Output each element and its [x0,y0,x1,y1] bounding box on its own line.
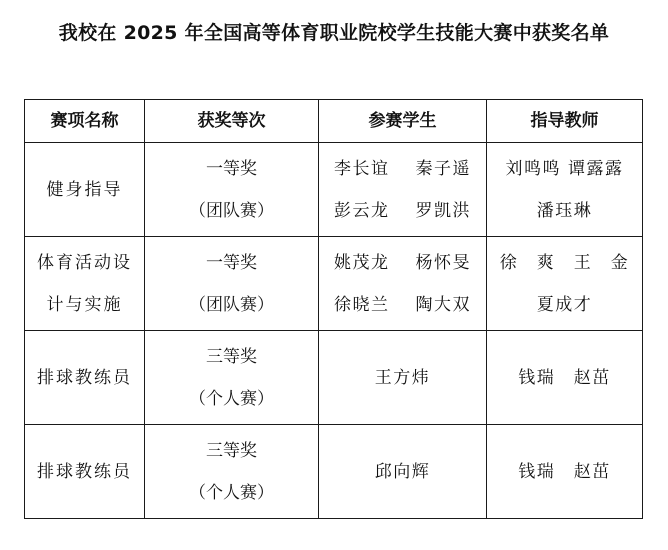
award-level: 三等奖 [206,346,257,367]
student-line [319,252,486,274]
award-table [24,99,643,519]
student-name: 秦子遥 [415,158,471,179]
event-name-cell [25,425,145,519]
header-students: 参赛学生 [319,100,487,143]
event-name: 排球教练员 [37,461,132,482]
students-cell [319,425,487,519]
header-award-level: 获奖等次 [145,100,319,143]
student-name: 徐晓兰 [334,294,390,315]
table-row [25,143,643,237]
teacher-line: 潘珏琳 [536,200,593,221]
header-event-name: 赛项名称 [25,100,145,143]
students-cell [319,237,487,331]
table-row [25,425,643,519]
event-name: 计与实施 [46,294,123,315]
award-level: 一等奖 [206,252,257,273]
student-name: 邱向辉 [374,461,431,482]
table-row [25,331,643,425]
teachers-cell [487,143,643,237]
student-name: 李长谊 [334,158,390,179]
award-level: 三等奖 [206,440,257,461]
students-cell [319,143,487,237]
teacher-line: 钱瑞 赵茁 [518,461,611,482]
event-name: 排球教练员 [37,367,132,388]
student-name: 王方炜 [374,367,431,388]
award-level-cell [145,143,319,237]
student-name: 罗凯洪 [415,200,471,221]
teachers-cell [487,425,643,519]
event-name-cell [25,143,145,237]
teacher-line: 徐 爽 王 金 [499,252,630,273]
award-type: （个人赛） [189,388,274,409]
student-line [319,200,486,222]
award-level-cell [145,237,319,331]
award-type: （个人赛） [189,482,274,503]
award-type: （团队赛） [189,294,274,315]
students-cell [319,331,487,425]
teachers-cell [487,237,643,331]
table-row [25,237,643,331]
student-name: 陶大双 [415,294,471,315]
event-name: 体育活动设 [37,252,132,273]
award-level-cell [145,425,319,519]
document-title: 我校在 2025 年全国高等体育职业院校学生技能大赛中获奖名单 [58,22,610,44]
student-line [319,158,486,180]
student-name: 杨怀旻 [415,252,471,273]
event-name-cell [25,331,145,425]
award-level: 一等奖 [206,158,257,179]
teachers-cell [487,331,643,425]
event-name: 健身指导 [46,179,123,200]
student-line [319,294,486,316]
table-header-row [25,100,643,143]
header-teachers: 指导教师 [487,100,643,143]
award-type: （团队赛） [189,200,274,221]
teacher-line: 刘鸣鸣 谭露露 [505,158,624,179]
teacher-line: 夏成才 [536,294,593,315]
student-name: 彭云龙 [334,200,390,221]
award-level-cell [145,331,319,425]
event-name-cell [25,237,145,331]
teacher-line: 钱瑞 赵茁 [518,367,611,388]
student-name: 姚茂龙 [334,252,390,273]
